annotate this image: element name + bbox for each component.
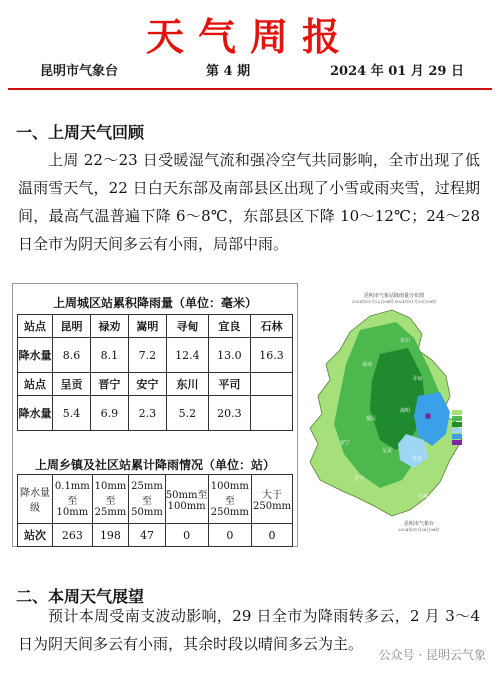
table1-cell: 13.0 <box>208 338 250 373</box>
table1-cell: 寻甸 <box>166 315 208 338</box>
table1-cell: 8.6 <box>53 338 91 373</box>
map-label-chenggong: 呈贡 <box>382 448 393 454</box>
table2-cell: 263 <box>53 524 93 547</box>
map-label-songming: 嵩明 <box>400 408 411 414</box>
map-label-jinning: 晋宁 <box>354 476 365 482</box>
map-subtitle: 2024年01月22日08时-2024年01月29日08时 <box>351 299 437 304</box>
table1-row-label: 站点 <box>18 315 53 338</box>
table1-cell: 呈贡 <box>53 373 91 396</box>
table1-cell: 12.4 <box>166 338 208 373</box>
table1-row <box>18 315 293 338</box>
table1-caption: 上周城区站累积降雨量（单位：毫米） <box>52 296 257 310</box>
table1-row <box>18 373 293 396</box>
table1-cell: 东川 <box>166 373 208 396</box>
table2-cell: 0 <box>208 524 251 547</box>
table2-cell: 47 <box>129 524 166 547</box>
rainfall-tables-panel <box>12 283 298 547</box>
issue-number: 第 4 期 <box>206 64 251 79</box>
map-label-dongchuan: 东川 <box>400 338 411 344</box>
table2-cell: 0 <box>165 524 208 547</box>
map-graphic <box>300 284 488 544</box>
issuer: 昆明市气象台 <box>40 64 119 79</box>
table1-cell: 5.2 <box>166 396 208 431</box>
city-rainfall-table <box>17 314 293 431</box>
table2-cell: 198 <box>92 524 129 547</box>
table1-cell: 16.3 <box>250 338 292 373</box>
table1-cell <box>250 373 292 396</box>
table1-cell: 安宁 <box>128 373 166 396</box>
map-label-xundian: 寻甸 <box>412 376 423 382</box>
table1-cell: 7.2 <box>128 338 166 373</box>
township-rainfall-table <box>17 474 293 547</box>
review-paragraph: 上周 22～23 日受暖湿气流和强冷空气共同影响，全市出现了低温雨雪天气，22 日白天东部及南部县区出现了小雪或雨夹雪，过程期间，最高气温普遍下降 6～8℃，东部县区下降 10～12℃；24～28 日全市为阴天间多云有小雨，局部中雨。 <box>18 151 480 253</box>
header-rule <box>8 88 492 90</box>
table1-row-label: 降水量 <box>18 338 53 373</box>
map-title: 昆明市气象站降雨量分布图 <box>363 293 424 299</box>
table2-caption: 上周乡镇及社区站累计降雨情况（单位：站） <box>34 458 275 472</box>
table2-column-header: 0.1mm至10mm <box>53 475 93 524</box>
table1-cell: 20.3 <box>208 396 250 431</box>
table2-header-row <box>18 475 293 524</box>
map-label-anning: 安宁 <box>340 440 351 446</box>
table2-row-label: 站次 <box>18 524 53 547</box>
table1-row <box>18 396 293 431</box>
page-title: 天气周报 <box>145 15 354 59</box>
table1-cell: 宜良 <box>208 315 250 338</box>
table1-cell: 8.1 <box>90 338 128 373</box>
table1-row-label: 站点 <box>18 373 53 396</box>
table2-cell: 0 <box>252 524 293 547</box>
section-heading-review: 一、上周天气回顾 <box>16 123 145 142</box>
section-heading-outlook: 二、本周天气展望 <box>16 587 145 606</box>
table1-cell: 6.9 <box>90 396 128 431</box>
table2-column-header: 25mm至50mm <box>129 475 166 524</box>
table2-column-header: 50mm至100mm <box>165 475 208 524</box>
table1-cell: 平司 <box>208 373 250 396</box>
table2-column-header: 10mm至25mm <box>92 475 129 524</box>
rainfall-map <box>300 284 488 544</box>
table2-row <box>18 524 293 547</box>
table1-cell: 2.3 <box>128 396 166 431</box>
table2-column-header: 100mm至250mm <box>208 475 251 524</box>
map-label-shilin: 石林 <box>418 494 429 500</box>
map-label-luquan: 禄劝 <box>362 362 373 368</box>
issue-date: 2024 年 01 月 29 日 <box>330 64 464 79</box>
outlook-paragraph: 预计本周受南支波动影响，29 日全市为降雨转多云，2 月 3～4 日为阴天间多云有小雨，其余时段以晴间多云为主。 <box>18 607 480 653</box>
table1-cell: 石林 <box>250 315 292 338</box>
map-rain-spot-purple <box>425 413 431 419</box>
table1-cell: 嵩明 <box>128 315 166 338</box>
map-footer-date: 2024年01月28日08时 <box>398 527 440 532</box>
table2-column-header: 大于250mm <box>252 475 293 524</box>
watermark: 公众号 · 昆明云气象 <box>378 648 486 662</box>
map-label-yiliang: 宜良 <box>412 456 423 462</box>
map-footer-org: 昆明市气象台 <box>404 521 435 527</box>
map-label-fumin: 富民 <box>366 416 377 422</box>
table1-cell: 晋宁 <box>90 373 128 396</box>
table1-cell: 禄劝 <box>90 315 128 338</box>
table1-row <box>18 338 293 373</box>
table1-cell: 昆明 <box>53 315 91 338</box>
table1-cell <box>250 396 292 431</box>
table2-corner-label: 降水量级 <box>18 475 53 524</box>
table1-row-label: 降水量 <box>18 396 53 431</box>
table1-cell: 5.4 <box>53 396 91 431</box>
